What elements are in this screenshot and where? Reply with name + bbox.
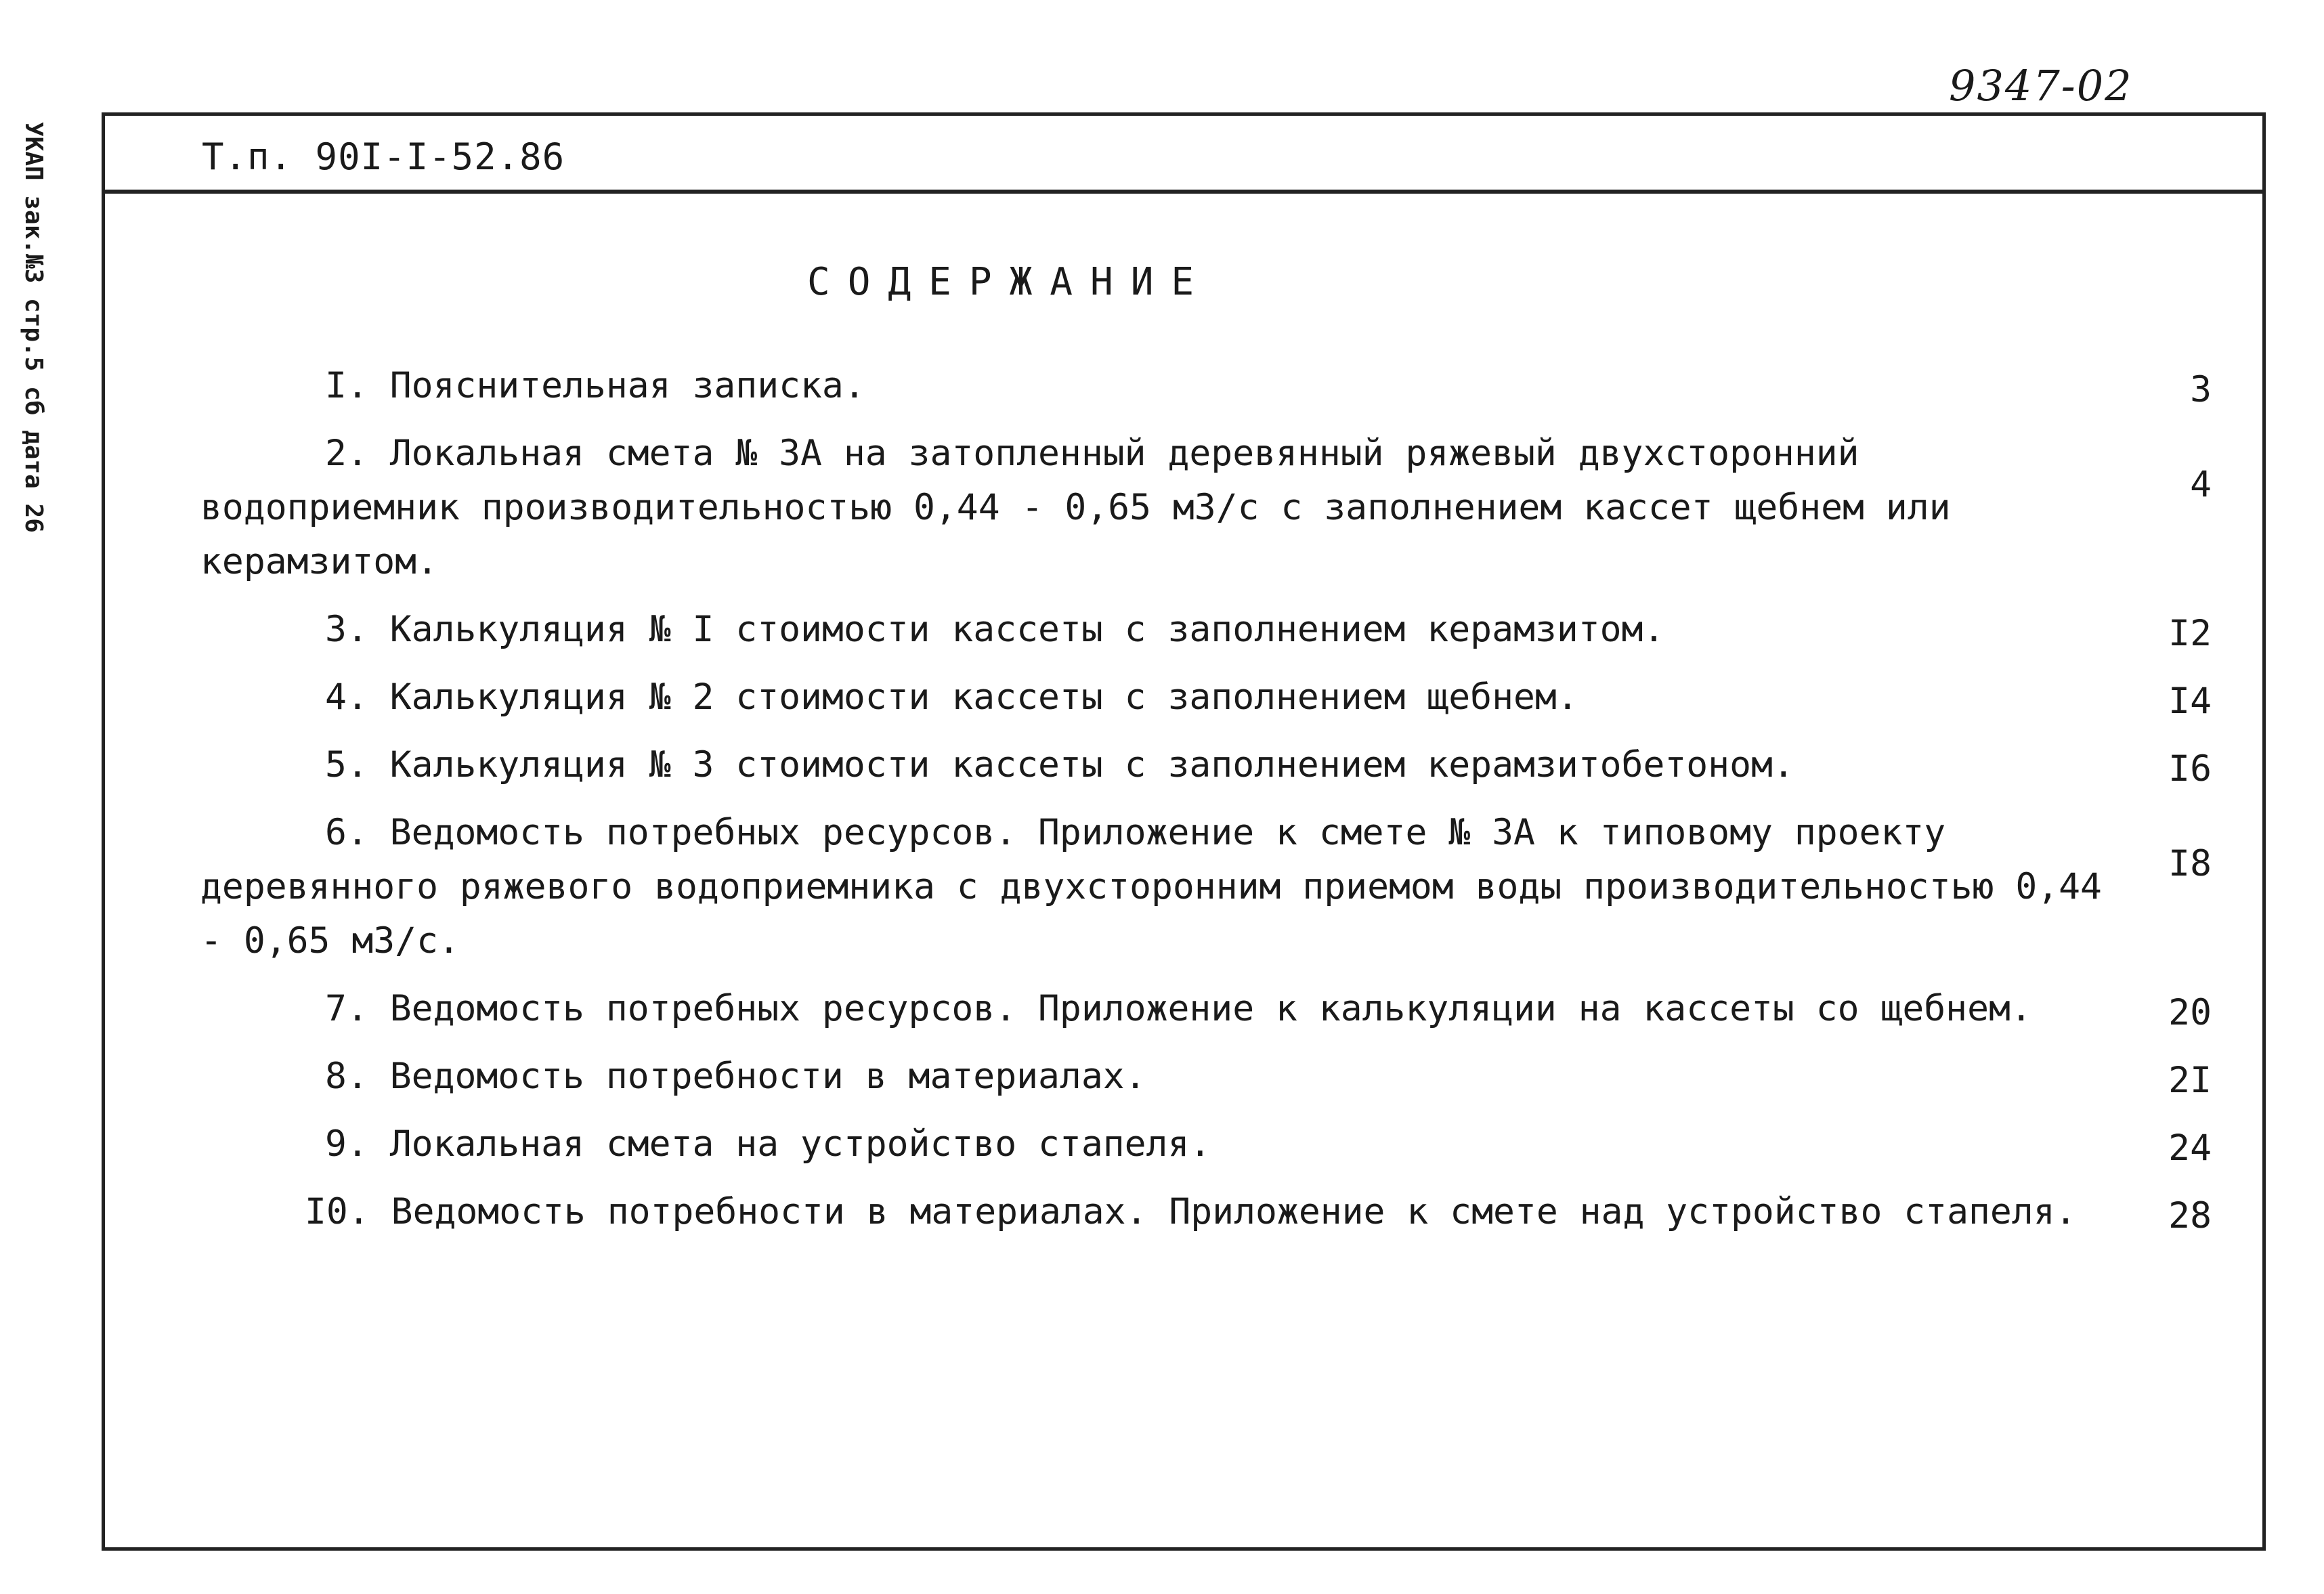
- page-title: СОДЕРЖАНИЕ: [807, 260, 1212, 304]
- toc-entry-page: 24: [2168, 1127, 2212, 1169]
- toc-entry-6: [200, 806, 2212, 968]
- toc-entry-page: 4: [2190, 464, 2212, 505]
- toc-entry-number: 2.: [325, 433, 368, 474]
- toc-entry-number: I.: [325, 365, 368, 406]
- toc-entry-number: I0.: [305, 1191, 370, 1232]
- toc-entry-3: [200, 603, 2212, 657]
- toc-entry-number: 6.: [325, 812, 368, 853]
- toc-entry-text: Ведомость потребности в материалах.: [389, 1056, 1146, 1097]
- toc-entry-number: 9.: [325, 1123, 368, 1165]
- toc-entry-8: [200, 1050, 2212, 1104]
- toc-entry-text: Пояснительная записка.: [389, 365, 865, 406]
- toc-entry-page: I8: [2168, 843, 2212, 884]
- toc-entry-number: 8.: [325, 1056, 368, 1097]
- toc-entry-text: Ведомость потребности в материалах. Приложение к смете над устройство стапеля.: [391, 1191, 2077, 1232]
- toc-entry-number: 3.: [325, 609, 368, 650]
- toc-entry-text: Калькуляция № 2 стоимости кассеты с заполнением щебнем.: [389, 676, 1578, 718]
- toc-entry-5: [200, 738, 2212, 792]
- toc-entry-page: 28: [2168, 1195, 2212, 1236]
- toc-entry-text: Ведомость потребных ресурсов. Приложение к смете № 3А к типовому проекту деревянного ряжевого водоприемника с двухсторонним приемом воды производительностью 0,44 - 0,65 м3/с.: [200, 812, 2124, 962]
- toc-entry-page: I4: [2168, 681, 2212, 722]
- archive-stamp-text: УКАП зак.№3 стр.5 сб дата 26: [20, 122, 47, 533]
- toc-entry-1: [200, 359, 2212, 413]
- toc-entry-number: 4.: [325, 676, 368, 718]
- toc-entry-2: [200, 427, 2212, 589]
- toc-entry-page: I2: [2168, 613, 2212, 654]
- toc-entry-text: Ведомость потребных ресурсов. Приложение к калькуляции на кассеты со щебнем.: [389, 988, 2032, 1029]
- toc-entry-9: [200, 1117, 2212, 1171]
- toc-entry-7: [200, 982, 2212, 1036]
- toc-entry-4: [200, 670, 2212, 725]
- archive-stamp: [20, 122, 74, 533]
- toc-entry-text: Калькуляция № I стоимости кассеты с заполнением керамзитом.: [389, 609, 1665, 650]
- toc-entry-page: 20: [2168, 992, 2212, 1033]
- toc-entry-text: Локальная смета на устройство стапеля.: [389, 1123, 1211, 1165]
- header-divider: [102, 190, 2266, 194]
- toc-entry-10: [200, 1185, 2212, 1239]
- table-of-contents: [200, 359, 2212, 1239]
- toc-entry-page: 3: [2190, 369, 2212, 410]
- document-code: Т.п. 90I-I-52.86: [202, 135, 565, 178]
- handwritten-number: 9347-02: [1949, 61, 2133, 110]
- toc-entry-text: Калькуляция № 3 стоимости кассеты с заполнением керамзитобетоном.: [389, 744, 1794, 785]
- toc-entry-page: 2I: [2168, 1060, 2212, 1101]
- toc-entry-text: Локальная смета № 3А на затопленный деревянный ряжевый двухсторонний водоприемник производительностью 0,44 - 0,65 м3/с с заполнением кассет щебнем или керамзитом.: [200, 433, 1973, 582]
- toc-entry-number: 7.: [325, 988, 368, 1029]
- toc-entry-number: 5.: [325, 744, 368, 785]
- toc-entry-page: I6: [2168, 748, 2212, 790]
